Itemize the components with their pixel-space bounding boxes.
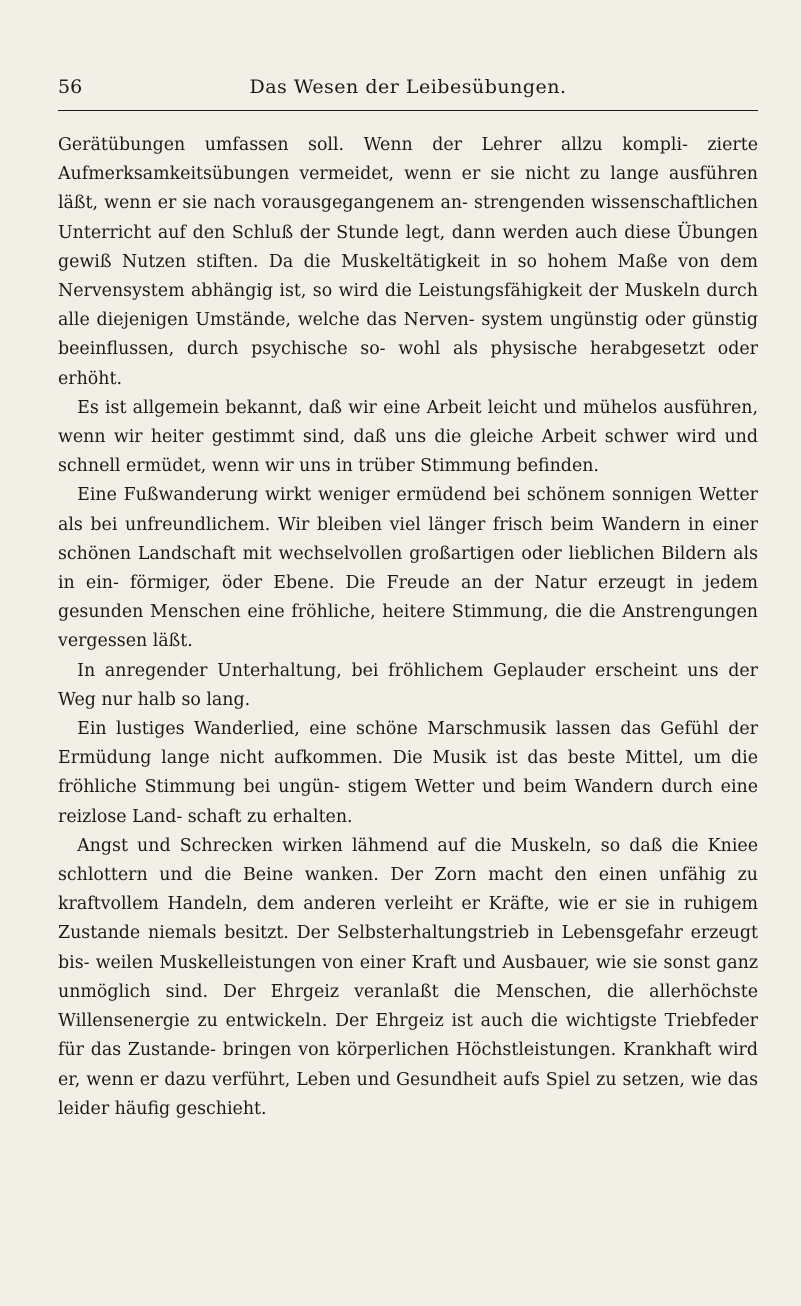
paragraph: In anregender Unterhaltung, bei fröhlichem Geplauder erscheint uns der Weg nur halb so lang. <box>58 660 758 710</box>
running-title: Das Wesen der Leibesübungen. <box>249 76 567 98</box>
body-text <box>58 131 758 1124</box>
paragraph: Ein lustiges Wanderlied, eine schöne Marschmusik lassen das Gefühl der Ermüdung lange nicht aufkommen. Die Musik ist das beste Mittel, um die fröhliche Stimmung bei ungün- stigem Wetter und beim Wandern durch eine reizlose Land- schaft zu erhalten. <box>58 719 758 827</box>
book-page <box>58 70 758 1124</box>
running-head <box>58 70 758 104</box>
header-rule <box>58 110 758 111</box>
paragraph: Gerätübungen umfassen soll. Wenn der Lehrer allzu kompli- zierte Aufmerksamkeitsübungen vermeidet, wenn er sie nicht zu lange ausführen läßt, wenn er sie nach vorausgegangenem an- strengenden wissenschaftlichen Unterricht auf den Schluß der Stunde legt, dann werden auch diese Übungen gewiß Nutzen stiften. Da die Muskeltätigkeit in so hohem Maße von dem Nervensystem abhängig ist, so wird die Leistungsfähigkeit der Muskeln durch alle diejenigen Umstände, welche das Nerven- system ungünstig oder günstig beeinflussen, durch psychische so- wohl als physische herabgesetzt oder erhöht. <box>58 135 758 389</box>
page-number: 56 <box>58 76 83 98</box>
paragraph: Eine Fußwanderung wirkt weniger ermüdend bei schönem sonnigen Wetter als bei unfreundlichem. Wir bleiben viel länger frisch beim Wandern in einer schönen Landschaft mit wechselvollen großartigen oder lieblichen Bildern als in ein- förmiger, öder Ebene. Die Freude an der Natur erzeugt in jedem gesunden Menschen eine fröhliche, heitere Stimmung, die die Anstrengungen vergessen läßt. <box>58 485 758 652</box>
paragraph: Angst und Schrecken wirken lähmend auf die Muskeln, so daß die Kniee schlottern und die Beine wanken. Der Zorn macht den einen unfähig zu kraftvollem Handeln, dem anderen verleiht er Kräfte, wie er sie in ruhigem Zustande niemals besitzt. Der Selbsterhaltungstrieb in Lebensgefahr erzeugt bis- weilen Muskelleistungen von einer Kraft und Ausbauer, wie sie sonst ganz unmöglich sind. Der Ehrgeiz veranlaßt die Menschen, die allerhöchste Willensenergie zu entwickeln. Der Ehrgeiz ist auch die wichtigste Triebfeder für das Zustande- bringen von körperlichen Höchstleistungen. Krankhaft wird er, wenn er dazu verführt, Leben und Gesundheit aufs Spiel zu setzen, wie das leider häufig geschieht. <box>58 835 758 1119</box>
paragraph: Es ist allgemein bekannt, daß wir eine Arbeit leicht und mühelos ausführen, wenn wir heiter gestimmt sind, daß uns die gleiche Arbeit schwer wird und schnell ermüdet, wenn wir uns in trüber Stimmung befinden. <box>58 397 758 477</box>
